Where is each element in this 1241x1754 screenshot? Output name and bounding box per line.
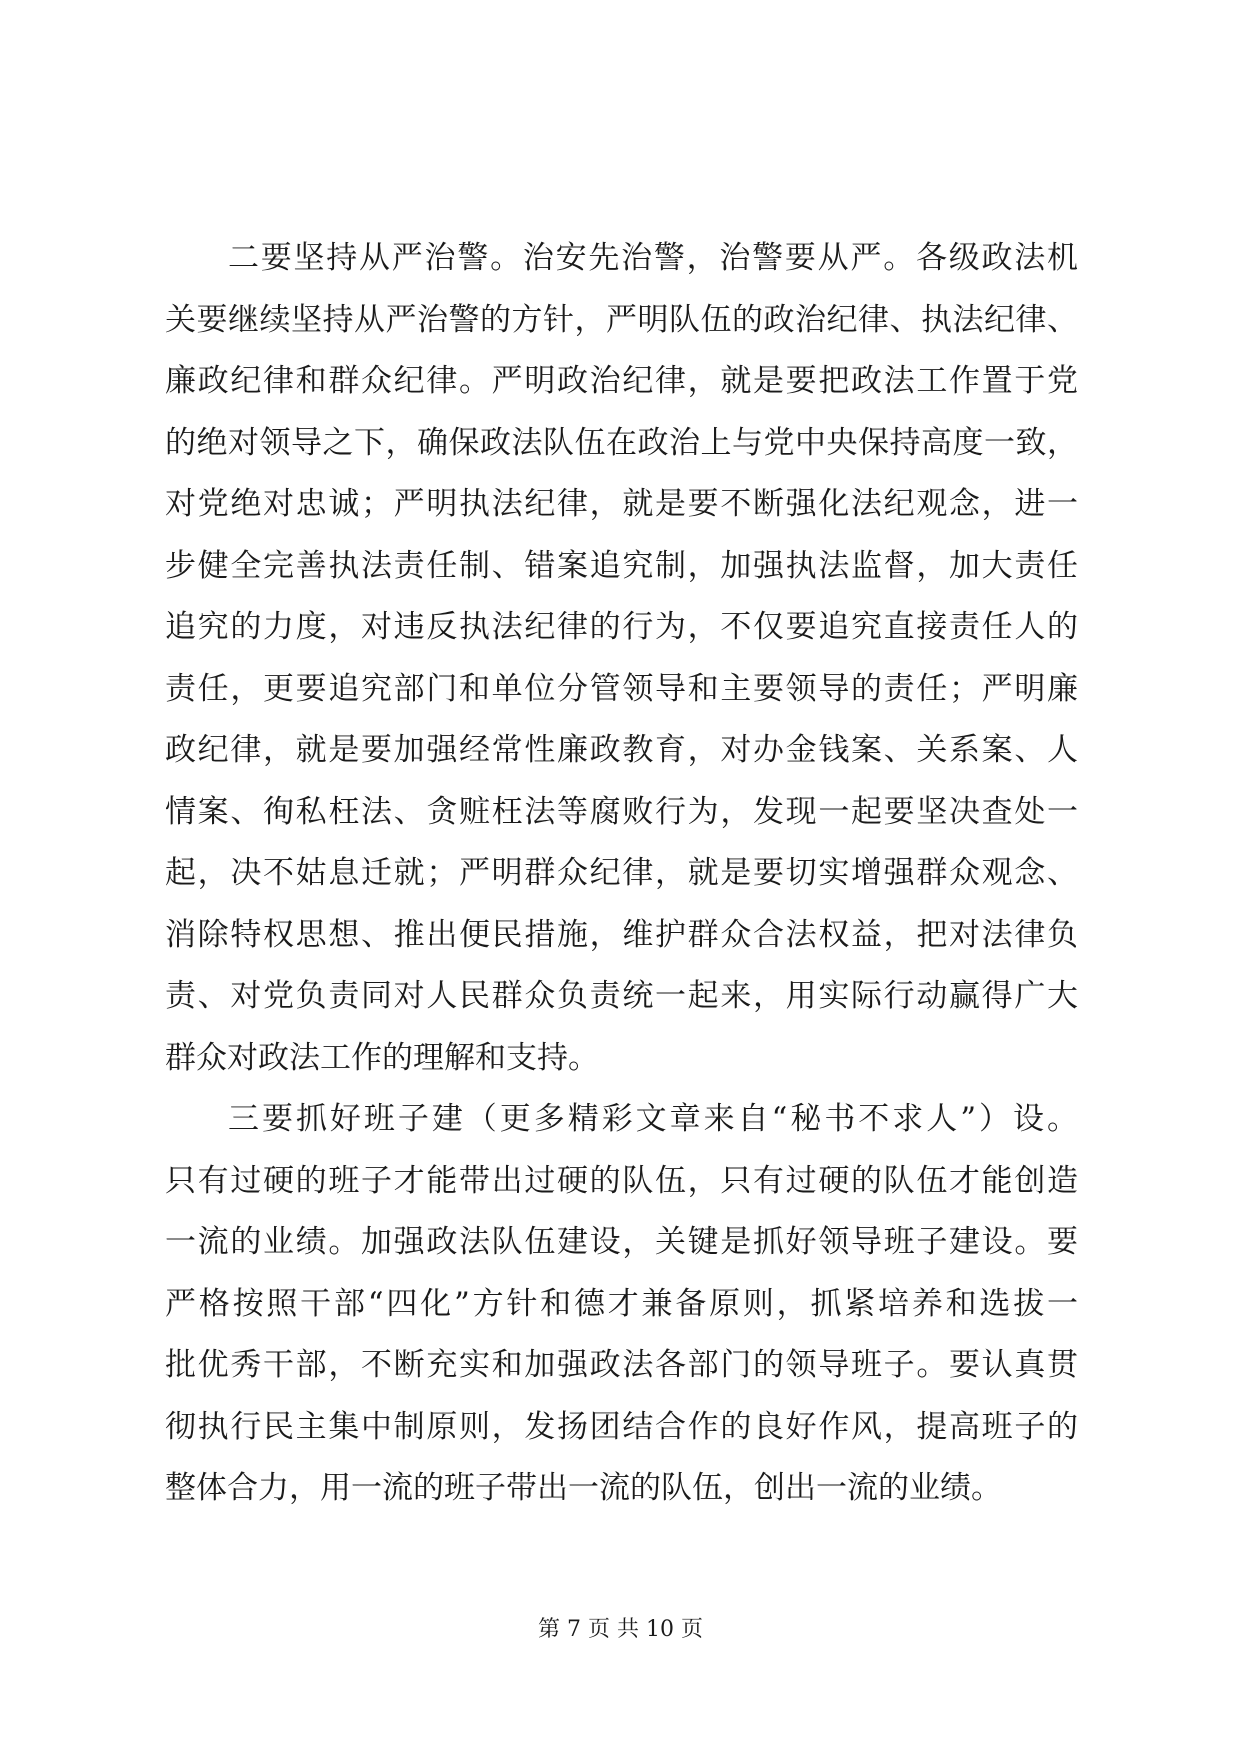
text-line: 严格按照干部“四化”方针和德才兼备原则，抓紧培养和选拔一 [165, 1285, 1078, 1322]
text-line: 情案、徇私枉法、贪赃枉法等腐败行为，发现一起要坚决查处一 [165, 793, 1078, 830]
paragraph-2 [165, 1089, 1078, 1520]
page-number-footer: 第 7 页 共 10 页 [538, 1617, 703, 1642]
text-line: 消除特权思想、推出便民措施，维护群众合法权益，把对法律负 [165, 916, 1078, 953]
text-line: 整体合力，用一流的班子带出一流的队伍，创出一流的业绩。 [165, 1470, 1002, 1506]
text-line: 群众对政法工作的理解和支持。 [165, 1039, 599, 1076]
text-line: 二要坚持从严治警。治安先治警，治警要从严。各级政法机 [228, 240, 1078, 276]
paragraph-1 [165, 228, 1078, 1089]
text-line: 起，决不姑息迁就；严明群众纪律，就是要切实增强群众观念、 [165, 855, 1078, 891]
text-line: 关要继续坚持从严治警的方针，严明队伍的政治纪律、执法纪律、 [165, 301, 1078, 338]
text-line: 三要抓好班子建（更多精彩文章来自“秘书不求人”）设。 [228, 1101, 1078, 1137]
text-line: 责任，更要追究部门和单位分管领导和主要领导的责任；严明廉 [165, 670, 1078, 707]
text-line: 廉政纪律和群众纪律。严明政治纪律，就是要把政法工作置于党 [165, 363, 1078, 399]
text-line: 一流的业绩。加强政法队伍建设，关键是抓好领导班子建设。要 [165, 1224, 1078, 1260]
text-line: 对党绝对忠诚；严明执法纪律，就是要不断强化法纪观念，进一 [165, 486, 1078, 522]
text-line: 彻执行民主集中制原则，发扬团结合作的良好作风，提高班子的 [165, 1408, 1078, 1445]
text-line: 批优秀干部，不断充实和加强政法各部门的领导班子。要认真贯 [165, 1347, 1078, 1383]
text-line: 政纪律，就是要加强经常性廉政教育，对办金钱案、关系案、人 [165, 732, 1078, 768]
text-line: 步健全完善执法责任制、错案追究制，加强执法监督，加大责任 [165, 547, 1078, 584]
text-line: 只有过硬的班子才能带出过硬的队伍，只有过硬的队伍才能创造 [165, 1162, 1078, 1199]
body-text [165, 228, 1078, 1520]
text-line: 追究的力度，对违反执法纪律的行为，不仅要追究直接责任人的 [165, 609, 1078, 645]
text-line: 的绝对领导之下，确保政法队伍在政治上与党中央保持高度一致， [165, 424, 1078, 461]
text-line: 责、对党负责同对人民群众负责统一起来，用实际行动赢得广大 [165, 978, 1078, 1014]
